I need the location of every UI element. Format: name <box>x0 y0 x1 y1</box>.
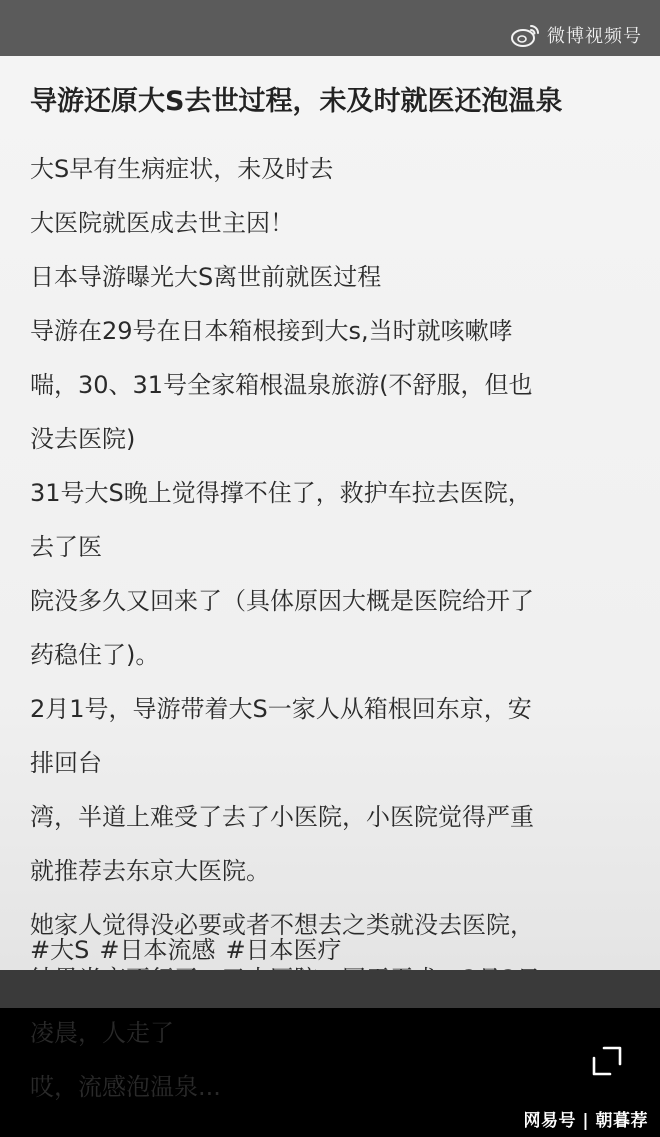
post-line: 去了医 <box>30 533 102 561</box>
hashtag-link[interactable]: #大S <box>30 936 90 964</box>
weibo-icon <box>511 23 541 47</box>
post-line: 导游在29号在日本箱根接到大s,当时就咳嗽哮 <box>30 317 513 345</box>
post-line: 排回台 <box>30 749 102 777</box>
hashtag-list <box>30 932 342 968</box>
fullscreen-icon[interactable] <box>592 1046 622 1076</box>
post-line: 31号大S晚上觉得撑不住了，救护车拉去医院， <box>30 479 532 507</box>
post-line: 2月1号，导游带着大S一家人从箱根回东京，安 <box>30 695 532 723</box>
post-line: 大S早有生病症状，未及时去 <box>30 155 334 183</box>
hashtag-link[interactable]: #日本流感 <box>99 936 216 964</box>
top-bar <box>0 0 660 56</box>
post-line: 凌晨，人走了 <box>30 1019 174 1047</box>
post-card <box>0 56 660 1101</box>
post-line: 药稳住了)。 <box>30 641 160 669</box>
weibo-video-label: 微博视频号 <box>547 26 642 47</box>
post-title: 导游还原大S去世过程，未及时就医还泡温泉 <box>30 86 563 117</box>
bottom-band <box>0 970 660 1008</box>
post-line: 她家人觉得没必要或者不想去之类就没去医院， <box>30 911 534 939</box>
weibo-video-watermark <box>511 22 642 48</box>
post-line: 就推荐去东京大医院。 <box>30 857 270 885</box>
post-line: 大医院就医成去世主因！ <box>30 209 294 237</box>
post-line: 喘，30、31号全家箱根温泉旅游(不舒服，但也 <box>30 371 533 399</box>
post-line: 没去医院) <box>30 425 136 453</box>
netease-watermark: 网易号 | 朝暮荐 <box>523 1111 648 1131</box>
post-line: 湾，半道上难受了去了小医院，小医院觉得严重 <box>30 803 534 831</box>
post-body <box>30 142 635 1114</box>
post-line: 哎，流感泡温泉... <box>30 1073 221 1101</box>
post-line: 院没多久又回来了（具体原因大概是医院给开了 <box>30 587 534 615</box>
hashtag-link[interactable]: #日本医疗 <box>225 936 342 964</box>
post-line: 日本导游曝光大S离世前就医过程 <box>30 263 382 291</box>
